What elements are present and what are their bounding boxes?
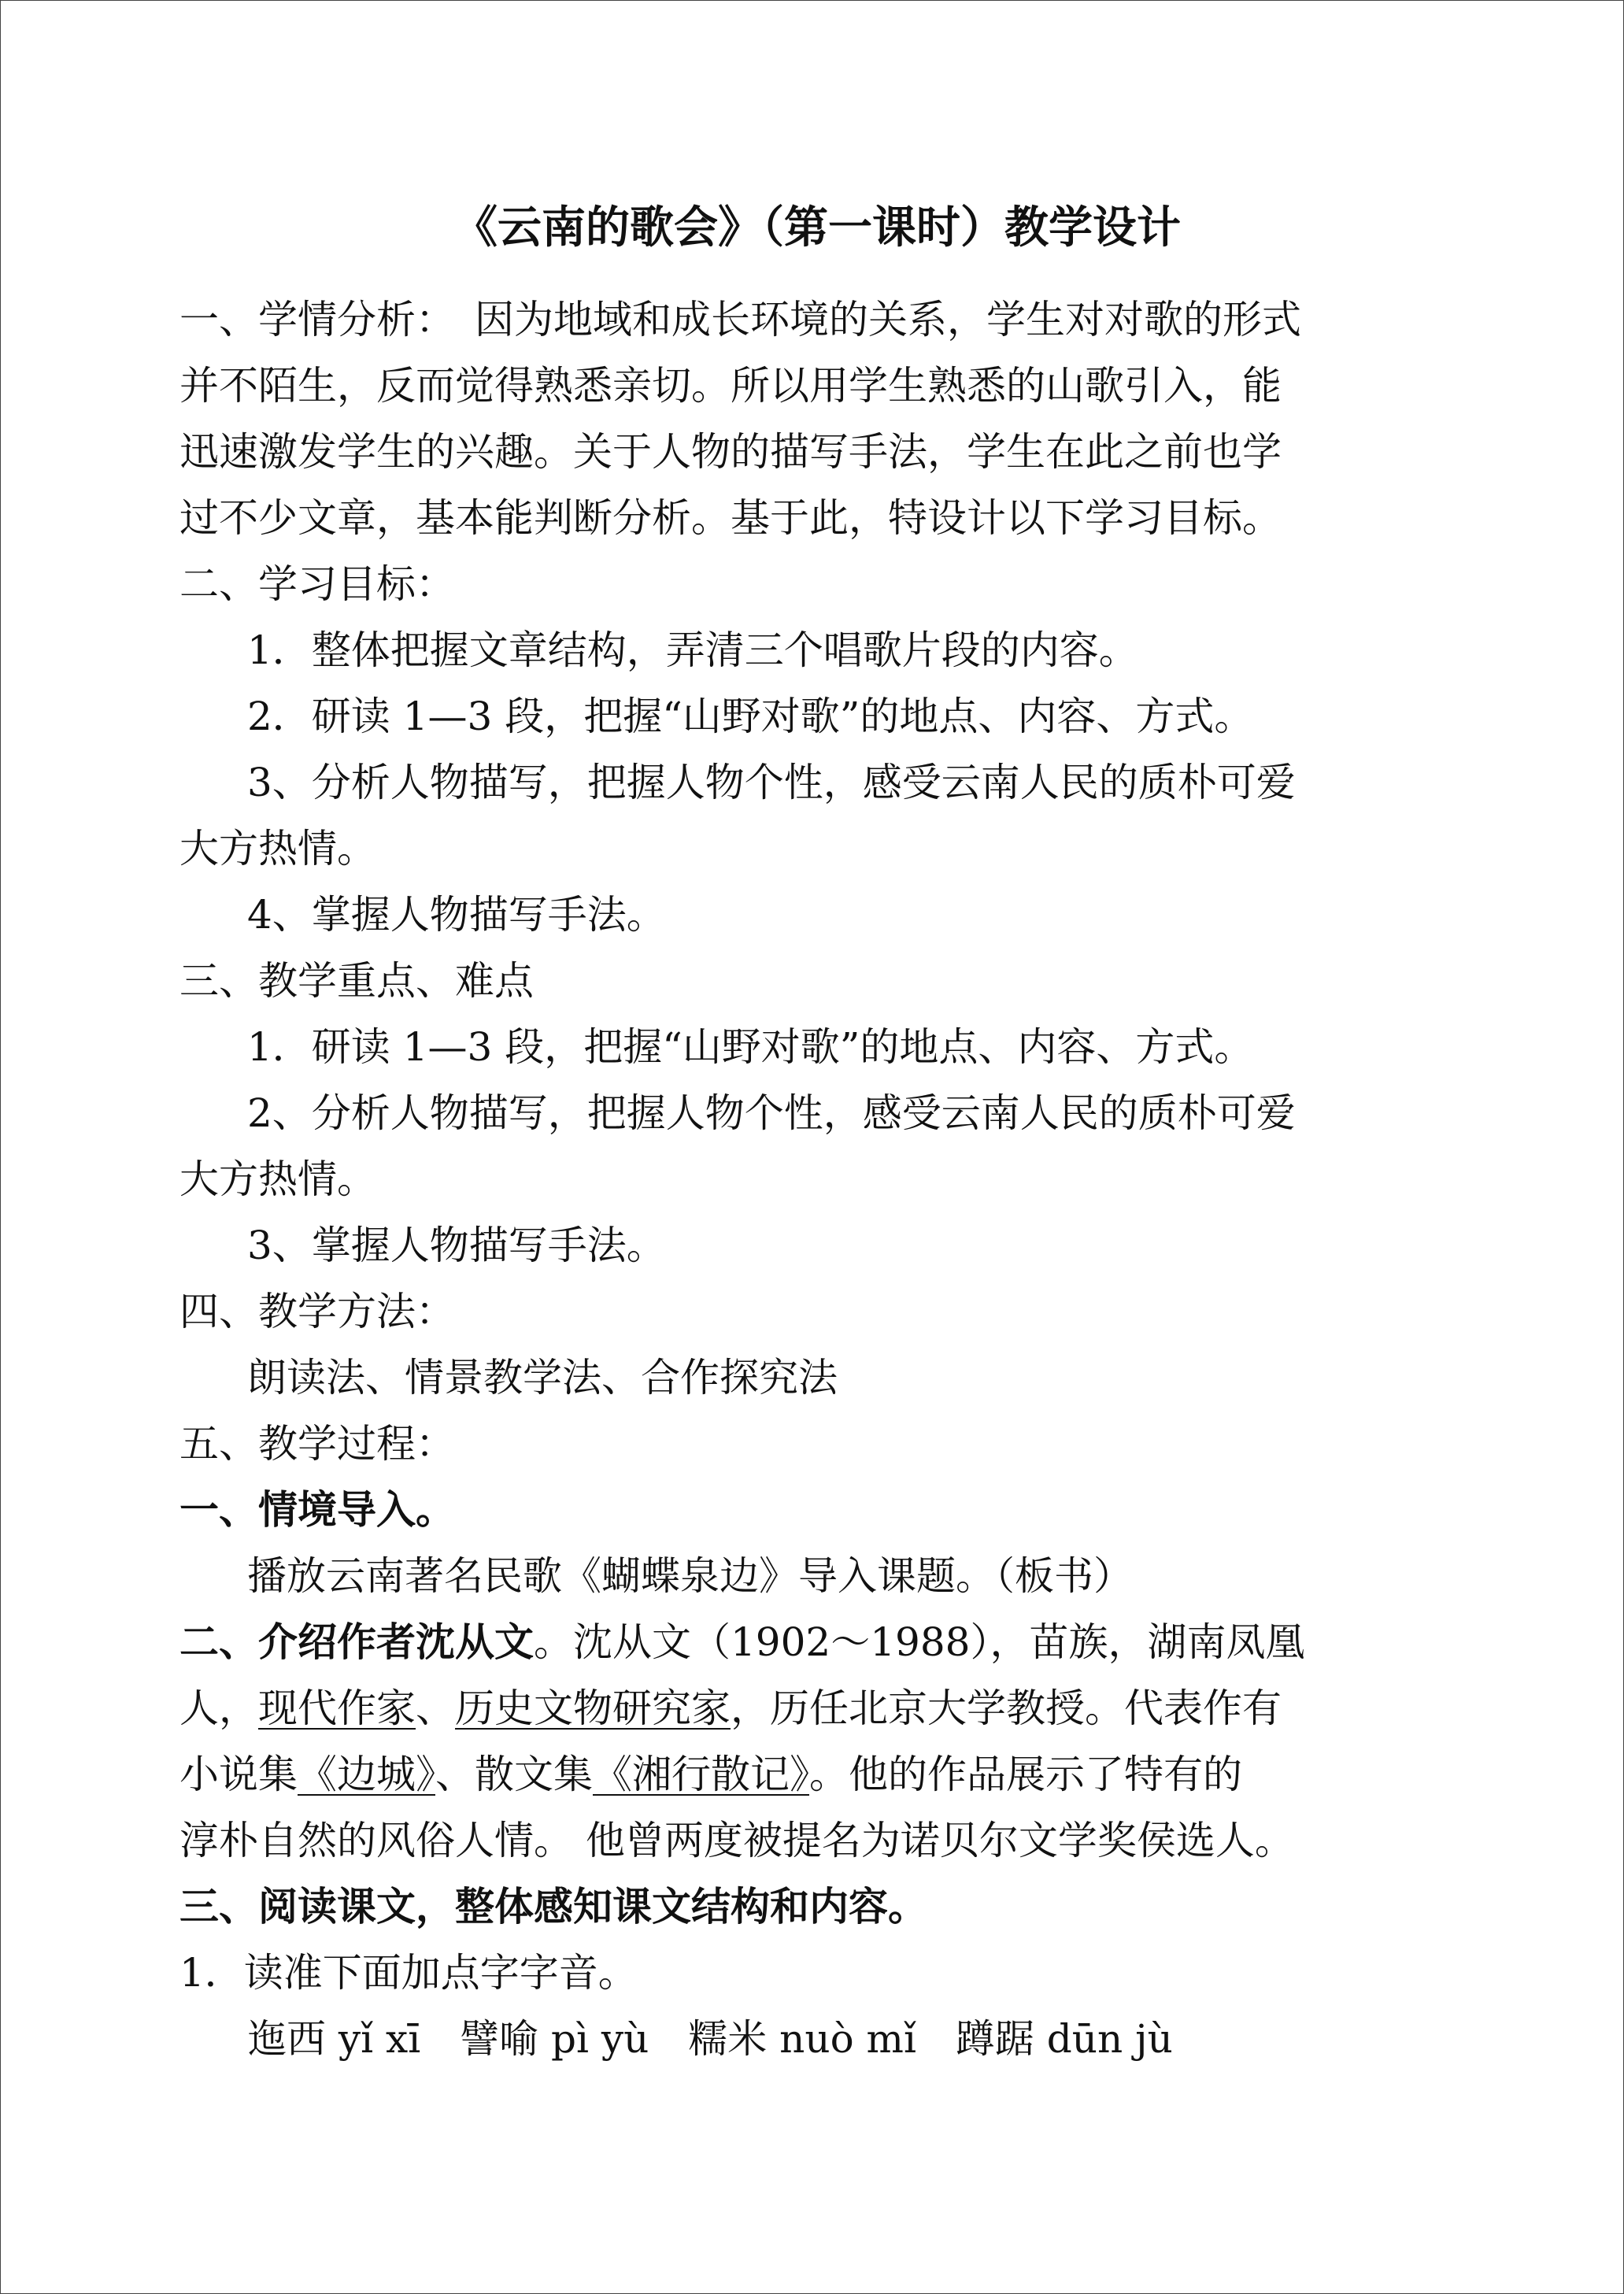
goal-1: 1．整体把握文章结构，弄清三个唱歌片段的内容。	[247, 627, 1138, 673]
goal-2: 2．研读 1—3 段，把握“山野对歌”的地点、内容、方式。	[247, 694, 1254, 739]
analysis-line-4: 过不少文章，基本能判断分析。基于此，特设计以下学习目标。	[179, 495, 1282, 541]
underlined-xiangxing: 《湘行散记》	[593, 1752, 809, 1797]
step2-l2-b: 、	[416, 1685, 455, 1731]
step2-line-2	[179, 1675, 1282, 1741]
methods-heading: 四、教学方法：	[179, 1289, 455, 1334]
goals-heading: 二、学习目标：	[179, 561, 455, 607]
step2-heading: 二、介绍作者沈从文	[179, 1619, 534, 1665]
step2-l3-c: 。他的作品展示了特有的	[809, 1752, 1242, 1797]
step2-l2-a: 人，	[179, 1685, 258, 1731]
analysis-line-3: 迅速激发学生的兴趣。关于人物的描写手法，学生在此之前也学	[179, 429, 1282, 475]
step3-heading: 三、阅读课文，整体感知课文结构和内容。	[179, 1884, 927, 1930]
underlined-modern-writer: 现代作家	[258, 1685, 416, 1731]
keypoint-2-cont: 大方热情。	[179, 1156, 376, 1202]
step2-l3-a: 小说集	[179, 1752, 298, 1797]
goal-3-cont: 大方热情。	[179, 826, 376, 871]
keypoints-heading: 三、教学重点、难点	[179, 958, 534, 1004]
pinyin-item: 譬喻 pì yù	[460, 2016, 649, 2062]
step1-heading: 一、情境导入。	[179, 1487, 455, 1533]
step2-line-4: 淳朴自然的风俗人情。 他曾两度被提名为诺贝尔文学奖侯选人。	[179, 1818, 1294, 1863]
keypoint-3: 3、掌握人物描写手法。	[247, 1223, 666, 1268]
pinyin-item: 糯米 nuò mǐ	[688, 2016, 916, 2062]
underlined-historian: 历史文物研究家	[455, 1685, 731, 1731]
analysis-line-1: 一、学情分析： 因为地域和成长环境的关系，学生对对歌的形式	[179, 297, 1301, 342]
methods-text: 朗读法、情景教学法、合作探究法	[247, 1355, 838, 1400]
pinyin-item: 迤西 yǐ xī	[247, 2016, 421, 2062]
step1-text: 播放云南著名民歌《蝴蝶泉边》导入课题。（板书）	[247, 1553, 1133, 1599]
keypoint-2: 2、分析人物描写，把握人物个性，感受云南人民的质朴可爱	[247, 1090, 1296, 1136]
step2-line-3	[179, 1741, 1242, 1807]
underlined-biancheng: 《边城》	[298, 1752, 435, 1797]
process-heading: 五、教学过程：	[179, 1421, 455, 1467]
pinyin-list	[247, 2006, 1200, 2072]
pinyin-item: 蹲踞 dūn jù	[955, 2016, 1173, 2062]
analysis-line-2: 并不陌生，反而觉得熟悉亲切。所以用学生熟悉的山歌引入，能	[179, 363, 1282, 409]
document-title: 《云南的歌会》（第一课时）教学设计	[453, 202, 1181, 253]
step2-l3-b: 、散文集	[435, 1752, 593, 1797]
step3-item-1: 1．读准下面加点字字音。	[179, 1950, 638, 1996]
keypoint-1: 1．研读 1—3 段，把握“山野对歌”的地点、内容、方式。	[247, 1024, 1254, 1070]
step2-intro: 。沈从文（1902～1988），苗族，湖南凤凰	[534, 1619, 1305, 1665]
step2-l2-c: ，历任北京大学教授。代表作有	[731, 1685, 1282, 1731]
goal-3: 3、分析人物描写，把握人物个性，感受云南人民的质朴可爱	[247, 760, 1296, 805]
goal-4: 4、掌握人物描写手法。	[247, 892, 666, 938]
step2-line-1	[179, 1609, 1305, 1675]
